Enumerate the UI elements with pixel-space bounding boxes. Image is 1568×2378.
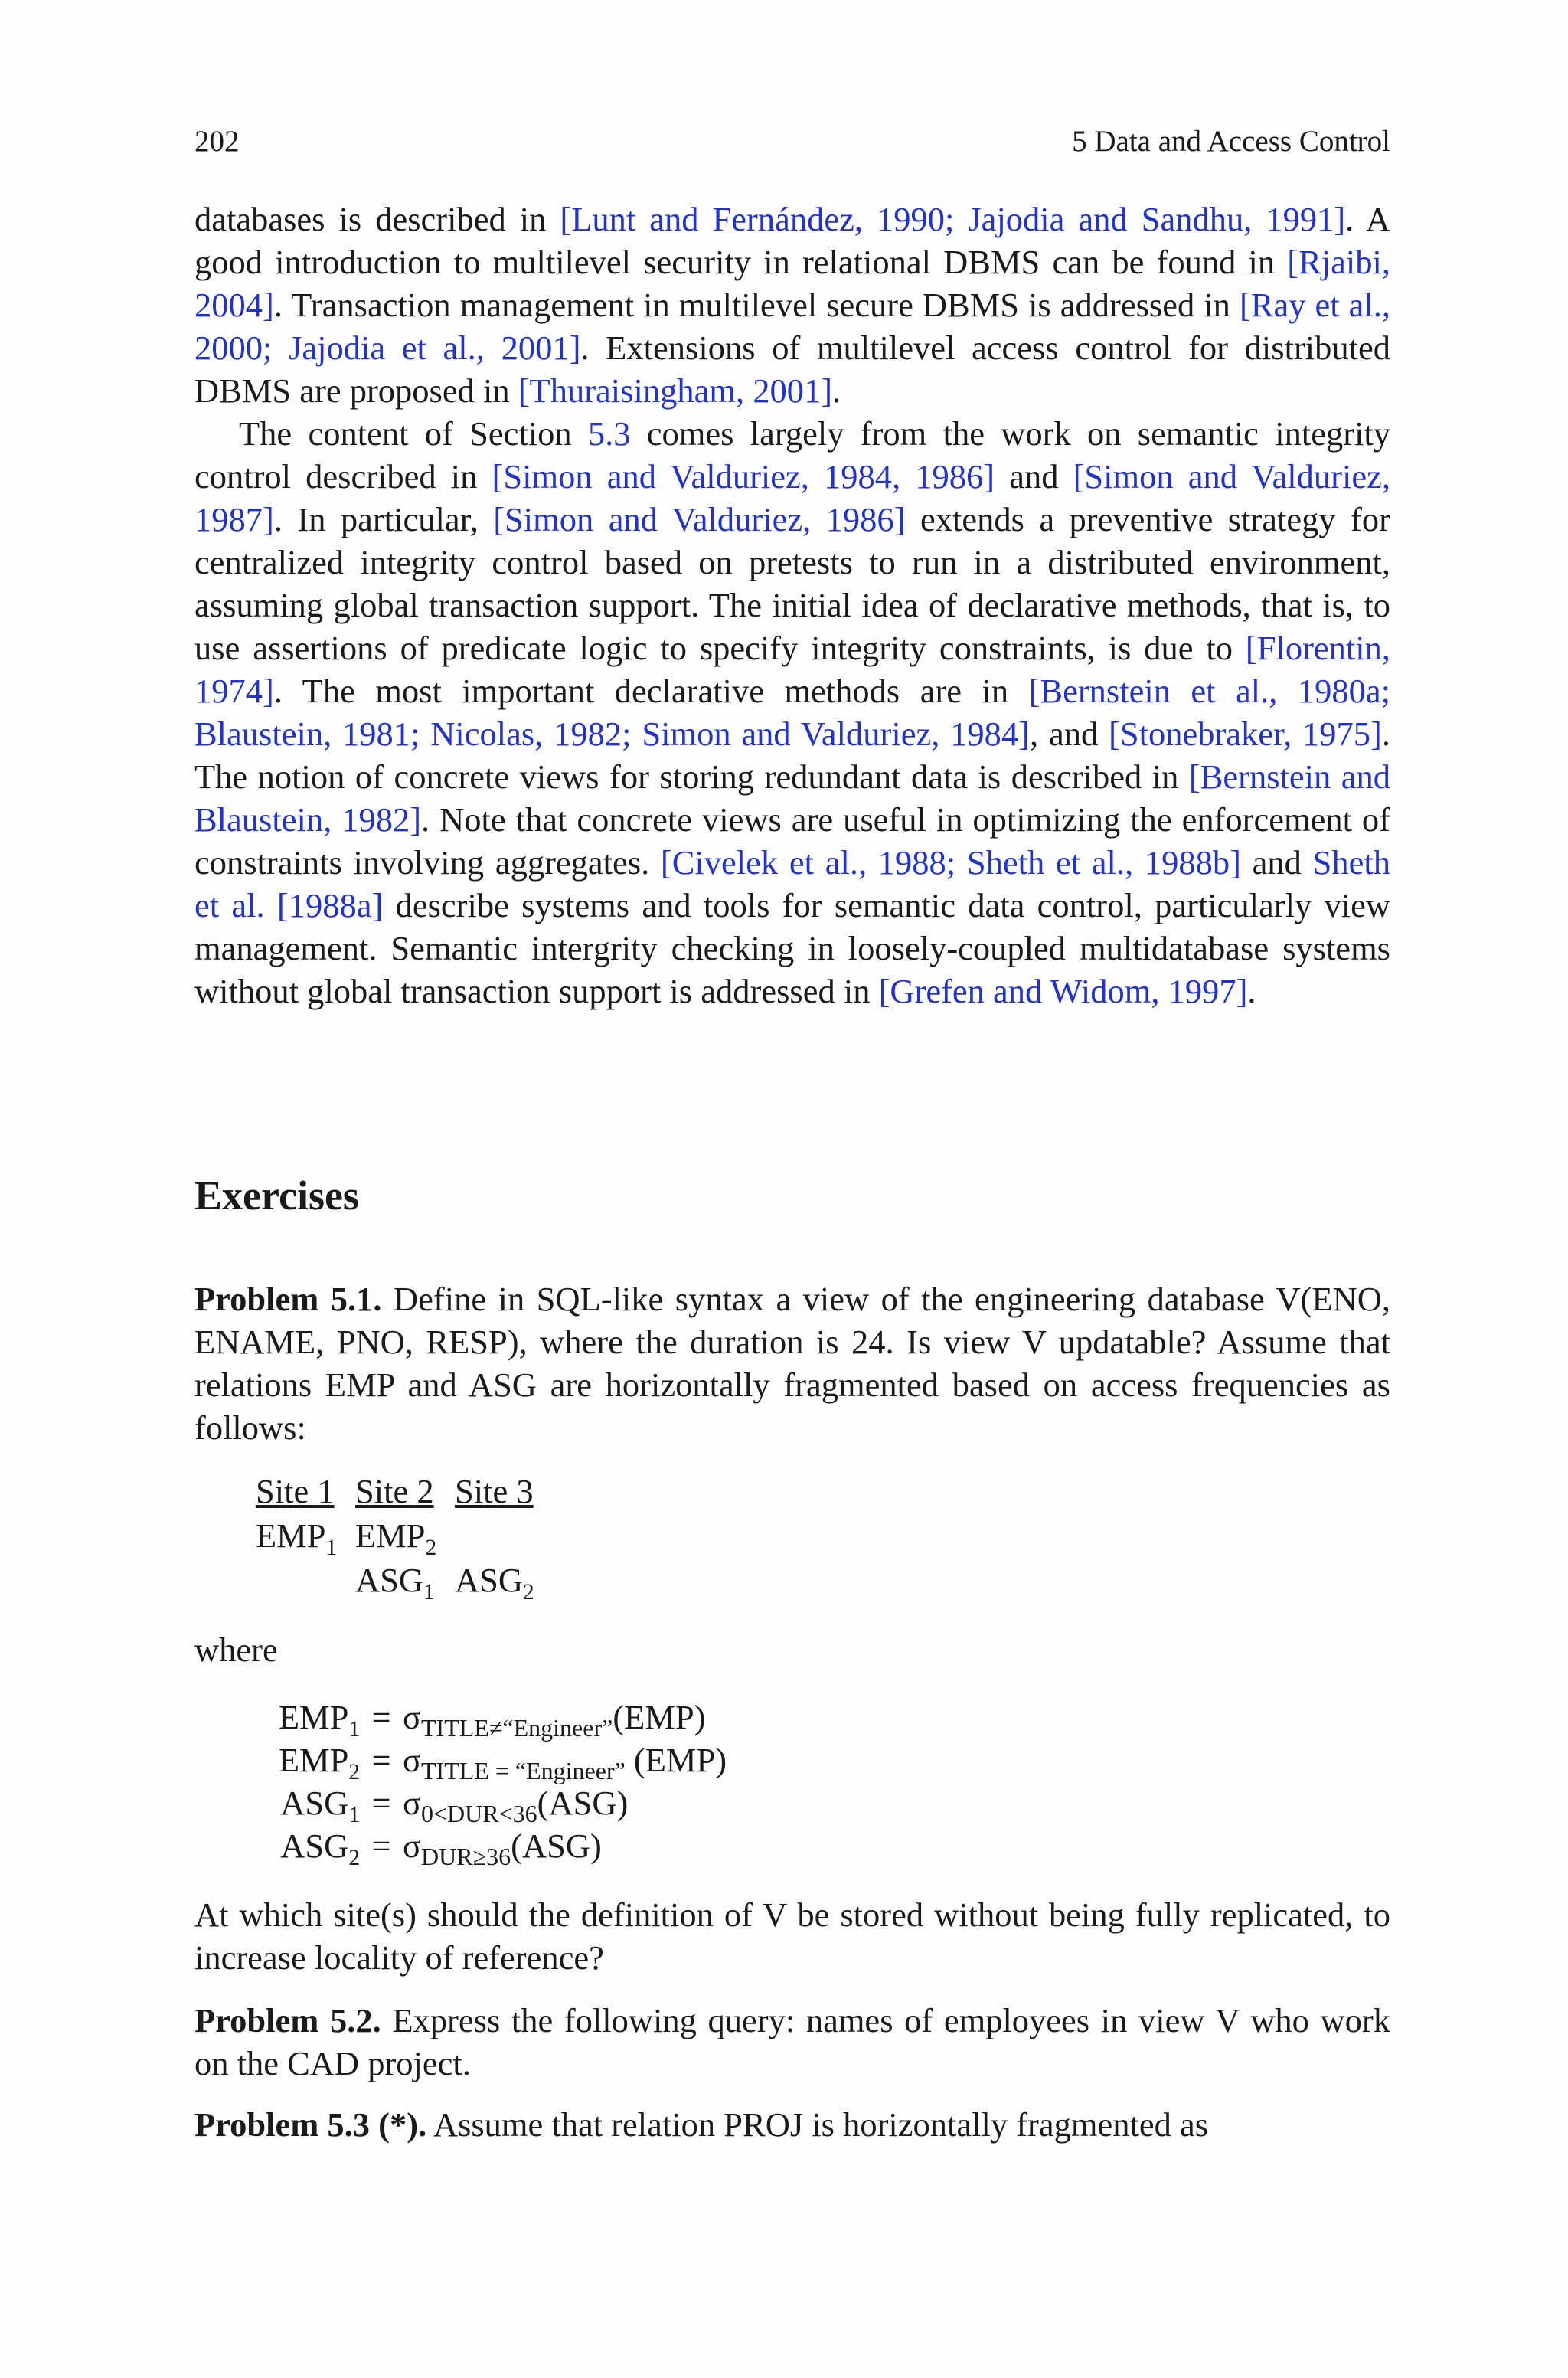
text-run: . Extensions of multilevel access control for distributed DBMS are proposed in [194,329,1390,410]
selection-expression [403,1739,727,1784]
relation-name: EMP [278,1741,349,1779]
equation-lhs [256,1696,360,1742]
text-run: comes largely from the work on semantic integrity control described in [194,414,1390,496]
text-run: and [1240,843,1313,882]
question-text: At which site(s) should the definition of V be stored without being fully replicated, to increase locality of reference? [194,1896,1390,1977]
relation-name: EMP [278,1698,349,1736]
selection-predicate: TITLE≠“Engineer” [421,1714,613,1742]
citation-link[interactable]: [Ray et al., 2000; Jajodia et al., 2001] [194,286,1390,367]
fragment-index: 1 [348,1802,360,1827]
equation-lhs [256,1824,360,1870]
selection-predicate: TITLE = “Engineer” [421,1757,626,1784]
fragment-allocation-table [256,1469,554,1602]
citation-link[interactable]: [Bernstein and Blaustein, 1982] [194,757,1390,839]
table-cell [455,1469,554,1513]
operand: (EMP) [612,1698,706,1736]
problem-5-1 [194,1277,1390,1449]
text-run: extends a preventive strategy for centralized integrity control based on pretests to run in a distributed environment, assuming global transaction support. The initial idea of declarative methods, that is, to use assertions of predicate logic to specify integrity constraints, is due to [194,500,1390,667]
citation-link[interactable]: [Florentin, 1974] [194,629,1390,710]
problem-text: Express the following query: names of employees in view V who work on the CAD project. [194,2001,1390,2082]
text-run: . The most important declarative methods are in [273,672,1029,710]
text-run: . Transaction management in multilevel secure DBMS is addressed in [273,286,1240,324]
relation-name: ASG [280,1827,349,1865]
text-run: . Note that concrete views are useful in optimizing the enforcement of constraints involving aggregates. [194,800,1390,882]
equation [256,1696,727,1742]
table-cell [355,1469,455,1513]
table-cell [455,1558,554,1602]
sigma-symbol: σ [403,1698,421,1736]
table-row [256,1513,554,1558]
text-run: . The notion of concrete views for storing redundant data is described in [194,715,1390,796]
equals-sign: = [371,1784,391,1822]
where-label: where [194,1631,278,1669]
paragraph-security [194,198,1390,412]
fragment-index: 1 [325,1535,338,1560]
column-header: Site 3 [455,1472,534,1510]
text-run: . In particular, [273,500,494,538]
selection-expression [403,1781,629,1827]
fragment-index: 2 [348,1845,360,1870]
table-cell [256,1469,355,1513]
fragment-index: 2 [523,1579,534,1604]
table-header-row [256,1469,554,1513]
table-cell [455,1513,554,1558]
sigma-symbol: σ [403,1741,421,1779]
relation-name: ASG [280,1784,349,1822]
operand: (ASG) [511,1827,602,1865]
equals-sign: = [371,1827,391,1865]
fragment-definitions [256,1696,727,1870]
section-title: Exercises [194,1173,359,1218]
fragment-name: ASG [455,1561,524,1599]
citation-link[interactable]: [Lunt and Fernández, 1990; Jajodia and Sandhu, 1991] [560,200,1346,238]
equation [256,1824,727,1870]
fragment-index: 1 [348,1716,360,1742]
citation-link[interactable]: [Civelek et al., 1988; Sheth et al., 1988b] [660,843,1241,882]
page-number: 202 [194,125,240,158]
fragment-index: 2 [425,1535,437,1560]
citation-link[interactable]: [Bernstein et al., 1980a; Blaustein, 1981; Nicolas, 1982; Simon and Valduriez, 1984] [194,672,1390,753]
equals-sign: = [371,1698,391,1736]
selection-predicate: DUR≥36 [421,1843,511,1870]
text-run: . [832,371,841,410]
problem-5-2 [194,1999,1390,2085]
text-run: , and [1029,715,1109,753]
text-run: . A good introduction to multilevel security in relational DBMS can be found in [194,200,1390,281]
text-run: The content of Section [239,414,588,453]
citation-link[interactable]: [Rjaibi, 2004] [194,243,1390,324]
equation-lhs [256,1781,360,1827]
table-cell [355,1558,455,1602]
column-header: Site 2 [355,1472,434,1510]
citation-link[interactable]: [Simon and Valduriez, 1986] [493,500,906,538]
problem-5-3 [194,2103,1390,2146]
table-cell [256,1558,355,1602]
column-header: Site 1 [256,1472,335,1510]
citation-link[interactable]: [Grefen and Widom, 1997] [878,972,1248,1010]
sigma-symbol: σ [403,1827,421,1865]
operand: (ASG) [537,1784,629,1822]
equation [256,1781,727,1827]
equals-sign: = [371,1741,391,1779]
problem-label: Problem 5.2. [194,2001,381,2039]
text-run: databases is described in [194,200,560,238]
equation-lhs [256,1739,360,1784]
citation-link[interactable]: [Thuraisingham, 2001] [518,371,833,410]
selection-expression [403,1824,602,1870]
operand: (EMP) [625,1741,727,1779]
problem-label: Problem 5.3 (*). [194,2105,427,2144]
running-header [194,124,1390,164]
table-cell [355,1513,455,1558]
problem-text: Define in SQL-like syntax a view of the engineering database V(ENO, ENAME, PNO, RESP), where the duration is 24. Is view V updatable? Assume that relations EMP and ASG are horizontally fragmented based on access frequencies as follows: [194,1280,1390,1447]
table-cell [256,1513,355,1558]
text-run: . [1247,972,1256,1010]
citation-link[interactable]: Sheth et al. [1988a] [194,843,1390,924]
fragment-index: 2 [348,1759,360,1784]
citation-link[interactable]: [Simon and Valduriez, 1984, 1986] [492,457,995,496]
paragraph-integrity [194,412,1390,1012]
fragment-name: EMP [355,1516,426,1555]
text-run: and [995,457,1073,496]
text-run: describe systems and tools for semantic data control, particularly view management. Semantic intergrity checking in loosely-coupled multidatabase systems without global transaction support is addressed in [194,886,1391,1010]
fragment-name: EMP [256,1516,326,1555]
fragment-name: ASG [355,1561,424,1599]
citation-link[interactable]: [Stonebraker, 1975] [1109,715,1382,753]
selection-expression [403,1696,706,1742]
equation [256,1739,727,1784]
citation-link[interactable]: [Simon and Valduriez, 1987] [194,457,1390,538]
selection-predicate: 0<DUR<36 [421,1800,537,1827]
table-row [256,1558,554,1602]
fragment-index: 1 [423,1579,435,1604]
problem-text: Assume that relation PROJ is horizontally fragmented as [426,2105,1209,2144]
problem-label: Problem 5.1. [194,1280,382,1318]
section-link[interactable]: 5.3 [587,414,631,453]
sigma-symbol: σ [403,1784,421,1822]
chapter-title: 5 Data and Access Control [1072,125,1390,158]
bibliographic-notes-text [194,198,1390,1012]
